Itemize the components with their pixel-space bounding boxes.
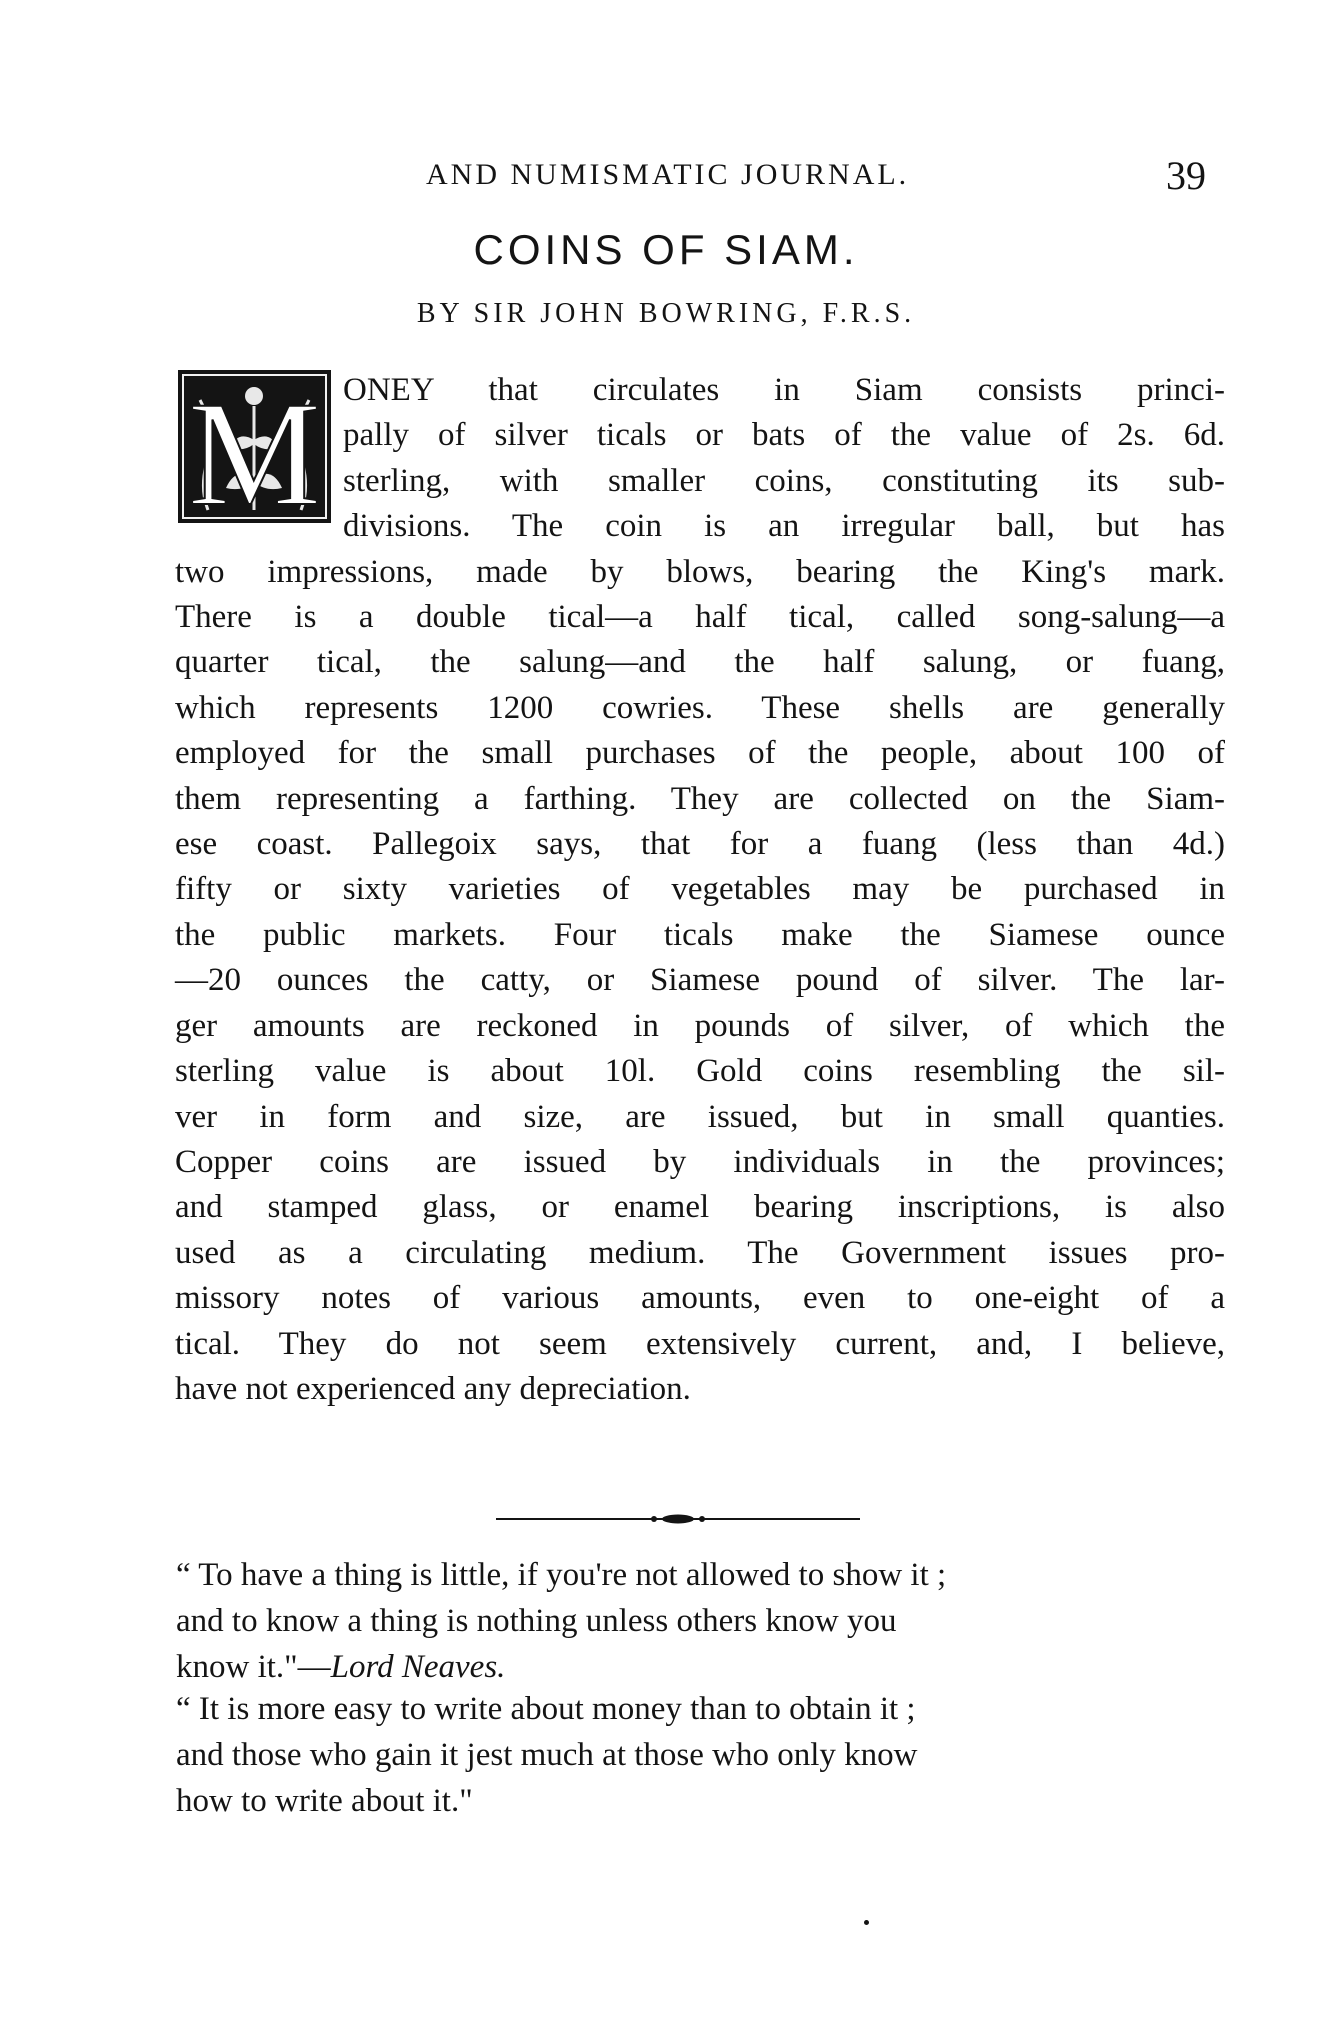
epigraph-quote-2 [176,1686,1226,1824]
article-title: COINS OF SIAM. [473,226,859,273]
body-line: used as a circulating medium. The Government issues pro- [175,1234,1225,1271]
quote-line: “ To have a thing is little, if you're not allowed to show it ; [176,1557,947,1593]
page-number: 39 [1166,153,1206,198]
quote-attribution: Lord Neaves. [330,1649,506,1685]
body-line: ese coast. Pallegoix says, that for a fuang (less than 4d.) [175,826,1225,863]
body-line: the public markets. Four ticals make the Siamese ounce [175,916,1225,953]
epigraph-quote-1 [176,1552,1226,1690]
quote-line: “ It is more easy to write about money than to obtain it ; [176,1691,916,1727]
body-line: There is a double tical—a half tical, called song-salung—a [175,599,1225,636]
body-line: two impressions, made by blows, bearing the King's mark. [175,553,1225,590]
body-line: sterling, with smaller coins, constituting its sub- [343,462,1225,499]
quote-line: and those who gain it jest much at those who only know [176,1737,918,1773]
body-line: which represents 1200 cowries. These shells are generally [175,689,1225,726]
running-title: AND NUMISMATIC JOURNAL. [426,158,910,191]
byline: BY SIR JOHN BOWRING, F.R.S. [416,298,916,329]
body-line: employed for the small purchases of the people, about 100 of [175,735,1225,772]
quote-line-final [176,1644,1226,1690]
body-line: ONEY that circulates in Siam consists princi- [343,372,1225,408]
quote-line: how to write about it." [176,1783,473,1819]
body-line: tical. They do not seem extensively current, and, I believe, [175,1325,1225,1362]
quote-line: and to know a thing is nothing unless others know you [176,1603,897,1639]
body-line: ver in form and size, are issued, but in small quanties. [175,1098,1225,1135]
body-line: sterling value is about 10l. Gold coins resembling the sil- [175,1053,1225,1090]
body-line: pally of silver ticals or bats of the value of 2s. 6d. [343,417,1225,454]
print-speck [864,1920,869,1925]
body-line: Copper coins are issued by individuals in the provinces; [175,1143,1225,1180]
body-line: divisions. The coin is an irregular ball, but has [343,508,1225,545]
body-line: have not experienced any depreciation. [175,1370,691,1407]
body-line: and stamped glass, or enamel bearing inscriptions, is also [175,1189,1225,1226]
body-line: ger amounts are reckoned in pounds of silver, of which the [175,1007,1225,1044]
article-body [175,368,1225,1412]
section-divider [496,1514,860,1524]
body-line: quarter tical, the salung—and the half salung, or fuang, [175,644,1225,681]
body-line: them representing a farthing. They are collected on the Siam- [175,780,1225,817]
running-head [176,152,1226,202]
quote-line-text: know it."— [176,1649,331,1685]
body-line: fifty or sixty varieties of vegetables may be purchased in [175,871,1225,908]
drop-cap-letter-text: M [187,371,322,523]
body-line: missory notes of various amounts, even to one-eight of a [175,1280,1225,1317]
body-line: —20 ounces the catty, or Siamese pound of silver. The lar- [175,962,1225,999]
